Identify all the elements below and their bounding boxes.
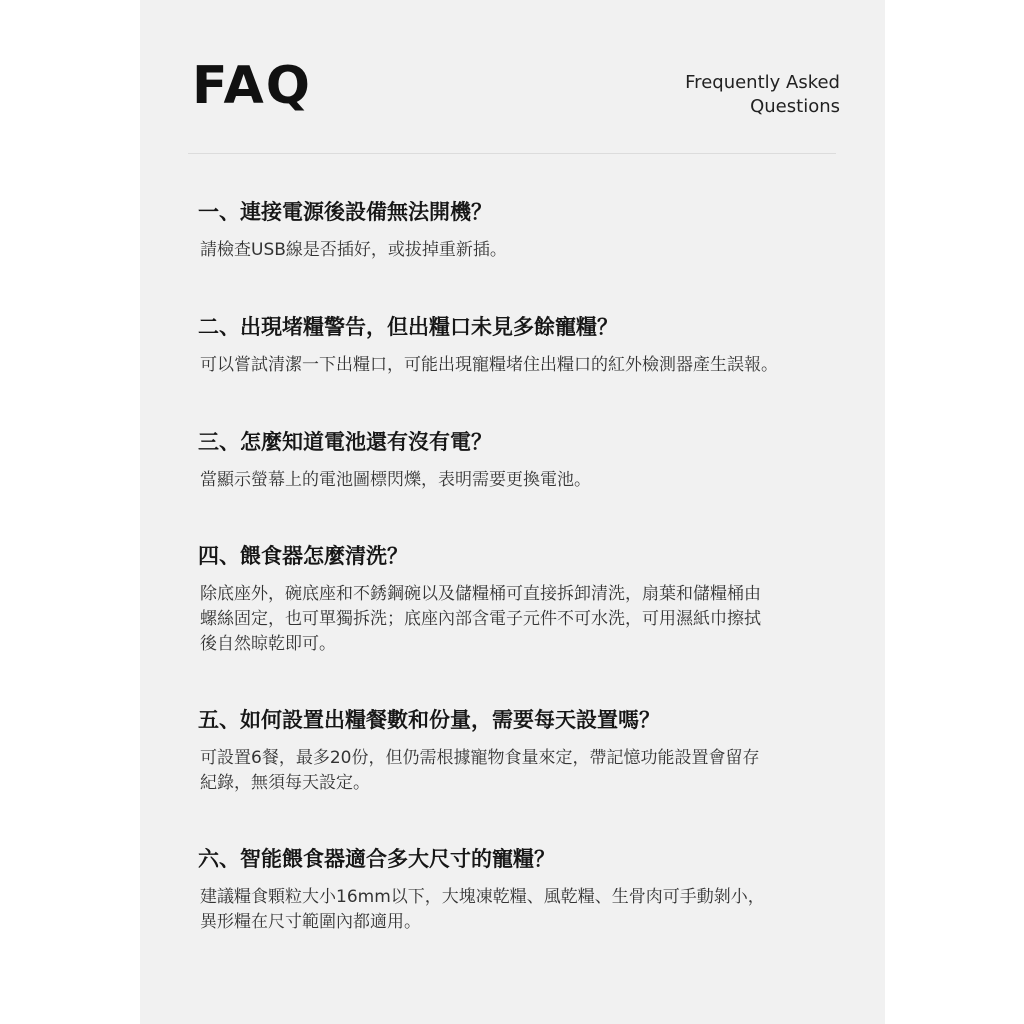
- faq-answer: [200, 582, 843, 657]
- answer-line: 除底座外，碗底座和不銹鋼碗以及儲糧桶可直接拆卸清洗，扇葉和儲糧桶由: [200, 584, 761, 604]
- answer-line: 可設置6餐，最多20份，但仍需根據寵物食量來定，帶記憶功能設置會留存: [200, 748, 760, 768]
- faq-item: [198, 428, 843, 493]
- answer-line: 後自然晾乾即可。: [200, 634, 336, 654]
- answer-line: 可以嘗試清潔一下出糧口，可能出現寵糧堵住出糧口的紅外檢測器產生誤報。: [200, 355, 778, 375]
- faq-question: 二、出現堵糧警告，但出糧口未見多餘寵糧？: [198, 315, 618, 339]
- faq-question: 五、如何設置出糧餐數和份量，需要每天設置嗎？: [198, 708, 660, 732]
- faq-page: [140, 0, 885, 1024]
- faq-question: 三、怎麼知道電池還有沒有電？: [198, 430, 492, 454]
- answer-line: 螺絲固定，也可單獨拆洗；底座內部含電子元件不可水洗，可用濕紙巾擦拭: [200, 609, 761, 629]
- faq-item: [198, 313, 843, 378]
- faq-question: 一、連接電源後設備無法開機？: [198, 200, 492, 224]
- header-divider: [188, 153, 836, 154]
- answer-line: 紀錄，無須每天設定。: [200, 773, 370, 793]
- answer-line: 當顯示螢幕上的電池圖標閃爍，表明需要更換電池。: [200, 470, 591, 490]
- page-title: FAQ: [192, 56, 313, 116]
- faq-answer: [200, 885, 843, 935]
- faq-question: 六、智能餵食器適合多大尺寸的寵糧？: [198, 847, 555, 871]
- subtitle-line: Questions: [750, 96, 840, 117]
- faq-answer: [200, 238, 843, 263]
- answer-line: 異形糧在尺寸範圍內都適用。: [200, 912, 421, 932]
- faq-answer: [200, 468, 843, 493]
- faq-answer: [200, 353, 843, 378]
- page-subtitle: [600, 71, 840, 119]
- faq-item: [198, 706, 843, 796]
- faq-item: [198, 542, 843, 657]
- faq-item: [198, 198, 843, 263]
- faq-answer: [200, 746, 843, 796]
- faq-question: 四、餵食器怎麼清洗？: [198, 544, 408, 568]
- answer-line: 請檢查USB線是否插好，或拔掉重新插。: [200, 240, 507, 260]
- faq-item: [198, 845, 843, 935]
- answer-line: 建議糧食顆粒大小16mm以下，大塊凍乾糧、風乾糧、生骨肉可手動剝小，: [200, 887, 765, 907]
- subtitle-line: Frequently Asked: [685, 72, 840, 93]
